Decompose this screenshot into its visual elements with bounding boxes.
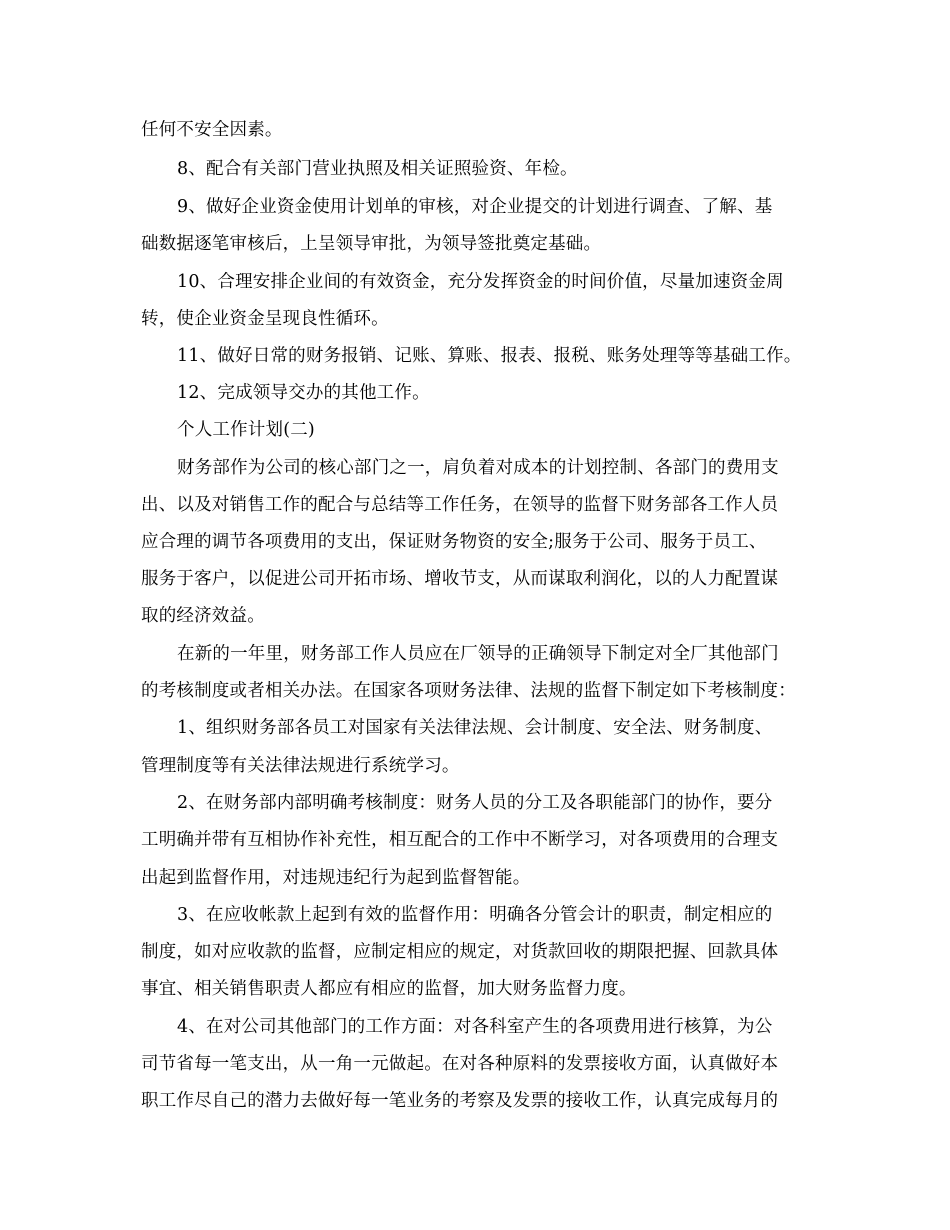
text-line: 在新的一年里，财务部工作人员应在厂领导的正确领导下制定对全厂其他部门 — [177, 644, 779, 664]
text-line: 2、在财务部内部明确考核制度：财务人员的分工及各职能部门的协作，要分 — [177, 793, 773, 813]
text-line: 3、在应收帐款上起到有效的监督作用：明确各分管会计的职责，制定相应的 — [177, 905, 773, 925]
text-line: 出起到监督作用，对违规违纪行为起到监督智能。 — [141, 868, 531, 888]
text-line: 出、以及对销售工作的配合与总结等工作任务，在领导的监督下财务部各工作人员 — [141, 495, 779, 515]
text-line: 职工作尽自己的潜力去做好每一笔业务的考察及发票的接收工作，认真完成每月的 — [141, 1091, 779, 1111]
text-line: 1、组织财务部各员工对国家有关法律法规、会计制度、安全法、财务制度、 — [177, 718, 773, 738]
text-line: 事宜、相关销售职责人都应有相应的监督，加大财务监督力度。 — [141, 979, 637, 999]
text-line: 取的经济效益。 — [141, 606, 265, 626]
text-line: 工明确并带有互相协作补充性，相互配合的工作中不断学习，对各项费用的合理支 — [141, 830, 779, 850]
text-line: 任何不安全因素。 — [141, 120, 283, 140]
text-line: 4、在对公司其他部门的工作方面：对各科室产生的各项费用进行核算，为公 — [177, 1017, 773, 1037]
text-line: 础数据逐笔审核后，上呈领导审批，为领导签批奠定基础。 — [141, 234, 602, 254]
text-line: 10、合理安排企业间的有效资金，充分发挥资金的时间价值，尽量加速资金周 — [177, 272, 784, 292]
text-line: 的考核制度或者相关办法。在国家各项财务法律、法规的监督下制定如下考核制度： — [141, 681, 796, 701]
text-line: 转，使企业资金呈现良性循环。 — [141, 309, 389, 329]
text-line: 11、做好日常的财务报销、记账、算账、报表、报税、账务处理等等基础工作。 — [177, 346, 802, 366]
text-line: 应合理的调节各项费用的支出，保证财务物资的安全;服务于公司、服务于员工、 — [141, 532, 767, 552]
text-line: 财务部作为公司的核心部门之一，肩负着对成本的计划控制、各部门的费用支 — [177, 458, 779, 478]
text-line: 12、完成领导交办的其他工作。 — [177, 383, 430, 403]
text-line: 服务于客户，以促进公司开拓市场、增收节支，从而谋取利润化，以的人力配置谋 — [141, 569, 779, 589]
section-heading: 个人工作计划(二) — [177, 420, 315, 440]
text-line: 管理制度等有关法律法规进行系统学习。 — [141, 756, 460, 776]
text-line: 8、配合有关部门营业执照及相关证照验资、年检。 — [177, 159, 578, 179]
text-line: 制度，如对应收款的监督，应制定相应的规定，对货款回收的期限把握、回款具体 — [141, 942, 779, 962]
text-line: 9、做好企业资金使用计划单的审核，对企业提交的计划进行调查、了解、基 — [177, 197, 773, 217]
text-line: 司节省每一笔支出，从一角一元做起。在对各种原料的发票接收方面，认真做好本 — [141, 1054, 779, 1074]
